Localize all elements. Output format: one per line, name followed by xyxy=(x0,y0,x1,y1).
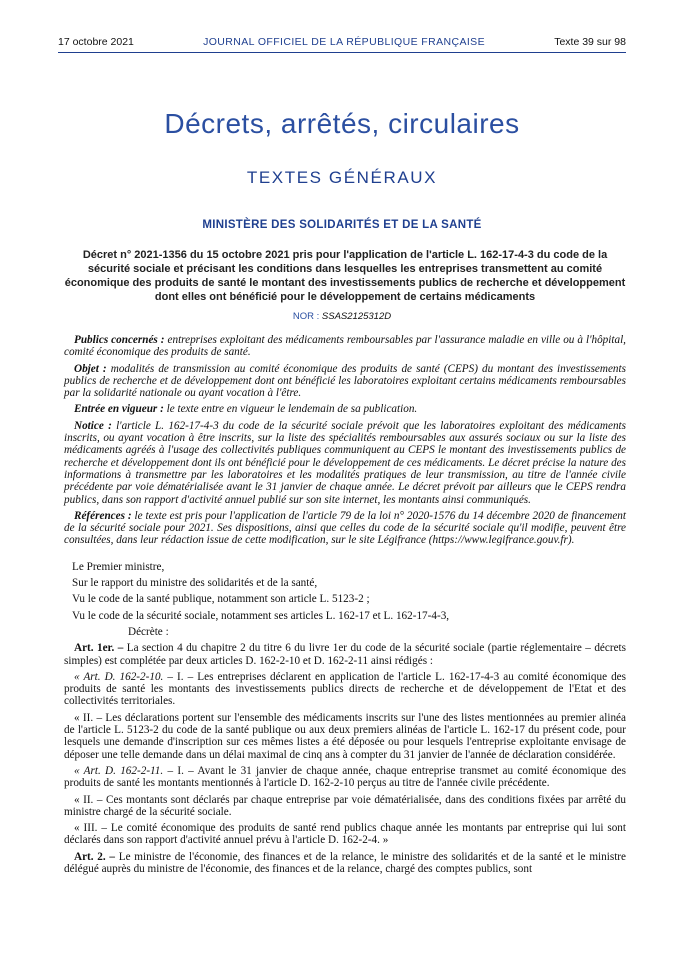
publics-concernes xyxy=(64,334,626,359)
article-d-162-2-10-i xyxy=(64,671,626,708)
section-title: TEXTES GÉNÉRAUX xyxy=(246,168,438,187)
header-divider xyxy=(58,52,626,53)
document-body xyxy=(64,334,626,879)
references-label: Références : xyxy=(74,509,132,522)
publication-date: 17 octobre 2021 xyxy=(58,36,134,48)
article-2-label: Art. 2. – xyxy=(74,850,116,863)
entree-text: le texte entre en vigueur le lendemain de sa publication. xyxy=(166,403,418,416)
entree-label: Entrée en vigueur : xyxy=(74,403,164,416)
objet-label: Objet : xyxy=(74,362,107,375)
objet-text: modalités de transmission au comité économique des produits de santé (CEPS) du montant des investissements publics de recherche et de développement dont ont bénéficié les laboratoires exploitant certains médicaments remboursables par la solidarité nationale ou ayant vocation à l'être. xyxy=(64,362,626,400)
publics-label: Publics concernés : xyxy=(74,334,165,346)
article-1 xyxy=(64,642,626,667)
article-1-text: La section 4 du chapitre 2 du titre 6 du livre 1er du code de la sécurité sociale (partie réglementaire – décrets simples) est complétée par deux articles D. 162-2-10 et D. 162-2-11 ainsi rédigés : xyxy=(64,642,626,667)
text-number: Texte 39 sur 98 xyxy=(554,36,626,48)
article-d-162-2-11-i xyxy=(64,765,626,790)
article-2 xyxy=(64,851,626,876)
article-d-162-2-11-ii: « II. – Ces montants sont déclarés par chaque entreprise par voie dématérialisée, dans des conditions fixées par arrêté du ministre chargé de la sécurité sociale. xyxy=(64,793,626,818)
notice-text: l'article L. 162-17-4-3 du code de la sécurité sociale prévoit que les laboratoires exploitant des médicaments inscrits, ou ayant vocation à être inscrits, sur la liste des spécialités remboursables aux assurés sociaux ou sur la liste des médicaments agréés à l'usage des collectivités publiques communiquent au CEPS le montant des investissements publics de recherche et développement dont ils ont bénéficié pour le développement de ces médicaments. Le décret précise la nature des informations à transmettre par les laboratoires et les modalités pratiques de leur transmission, au titre de l'année civile précédente par voie dématérialisée avant le 31 janvier de chaque année. Le décret prévoit par ailleurs que le CEPS rendra publics, dans son rapport d'activité annuel publié sur son site internet, les montants ainsi communiqués. xyxy=(64,419,626,506)
objet xyxy=(64,363,626,400)
article-d-162-2-10-ref: « Art. D. 162-2-10. xyxy=(74,670,164,683)
references-text: le texte est pris pour l'application de l'article 79 de la loi n° 2020-1576 du 14 décembre 2020 de financement de la sécurité sociale pour 2021. Ses dispositions, ainsi que celles du code de la sécurité sociale qu'il modifie, peuvent être consultées, dans leur rédaction issue de cette modification, sur le site Légifrance (https://www.legifrance.gouv.fr). xyxy=(64,509,626,547)
visa-code-sante: Vu le code de la santé publique, notamment son article L. 5123-2 ; xyxy=(72,593,370,606)
visa-rapport: Sur le rapport du ministre des solidarités et de la santé, xyxy=(72,577,318,590)
rubric-title: Décrets, arrêtés, circulaires xyxy=(164,108,520,139)
decree-title: Décret n° 2021-1356 du 15 octobre 2021 pris pour l'application de l'article L. 162-17-4-3 du code de la sécurité sociale et précisant les conditions dans lesquelles les entreprises transmettent au comité économique des produits de santé le montant des investissements publics de recherche et développement dont elles ont bénéficié pour le développement de certains médicaments xyxy=(64,249,626,303)
notice-block xyxy=(64,334,626,547)
references xyxy=(64,510,626,547)
article-d-162-2-11-ref: « Art. D. 162-2-11. xyxy=(74,764,164,777)
publics-text: entreprises exploitant des médicaments remboursables par l'assurance maladie en ville ou à l'hôpital, comité économique des produits de santé. xyxy=(64,334,626,359)
article-2-text: Le ministre de l'économie, des finances et de la relance, le ministre des solidarités et de la santé et le ministre délégué auprès du ministre de l'économie, des finances et de la relance, chargé des comptes publics, sont xyxy=(64,850,626,875)
article-d-162-2-10-i-text: – I. – Les entreprises déclarent en application de l'article L. 162-17-4-3 au comité économique des produits de santé les montants des investissements publics directs de recherche et de développement de l'Etat et des collectivités territoriales. xyxy=(64,670,627,708)
journal-title: JOURNAL OFFICIEL DE LA RÉPUBLIQUE FRANÇAISE xyxy=(203,36,485,48)
page-header xyxy=(58,34,626,50)
ministry-title: MINISTÈRE DES SOLIDARITÉS ET DE LA SANTÉ xyxy=(202,219,482,231)
nor-value: SSAS2125312D xyxy=(321,311,392,322)
notice xyxy=(64,420,626,506)
nor-reference xyxy=(0,311,684,322)
article-d-162-2-11-i-text: – I. – Avant le 31 janvier de chaque année, chaque entreprise transmet au comité économique des produits de santé les montants mentionnés à l'article D. 162-2-10 perçus au titre de l'année civile précédente. xyxy=(64,764,626,790)
nor-label: NOR : xyxy=(292,311,320,322)
article-d-162-2-11-iii: « III. – Le comité économique des produits de santé rend publics chaque année les montants par entreprise qui lui sont déclarés dans son rapport d'activité annuel prévu à l'article D. 162-2-4. » xyxy=(64,822,626,847)
article-1-label: Art. 1er. – xyxy=(74,642,124,655)
decrete: Décrète : xyxy=(128,625,169,638)
entree-en-vigueur xyxy=(64,403,626,415)
notice-label: Notice : xyxy=(74,419,112,432)
visa-code-secu: Vu le code de la sécurité sociale, notamment ses articles L. 162-17 et L. 162-17-4-3, xyxy=(72,609,450,622)
article-d-162-2-10-ii: « II. – Les déclarations portent sur l'ensemble des médicaments inscrits sur l'une des listes mentionnées au premier alinéa de l'article L. 5123-2 du code de la santé publique ou aux deux premiers alinéas de l'article L. 162-17 du présent code, pour lesquels une demande d'inscription sur ces mêmes listes a été déposée ou pour lesquels l'entreprise exploitante envisage de déposer une telle demande dans un délai maximal de cinq ans à compter du 31 janvier de l'année de déclaration considérée. xyxy=(64,711,626,761)
visa-premier-ministre: Le Premier ministre, xyxy=(72,560,165,573)
